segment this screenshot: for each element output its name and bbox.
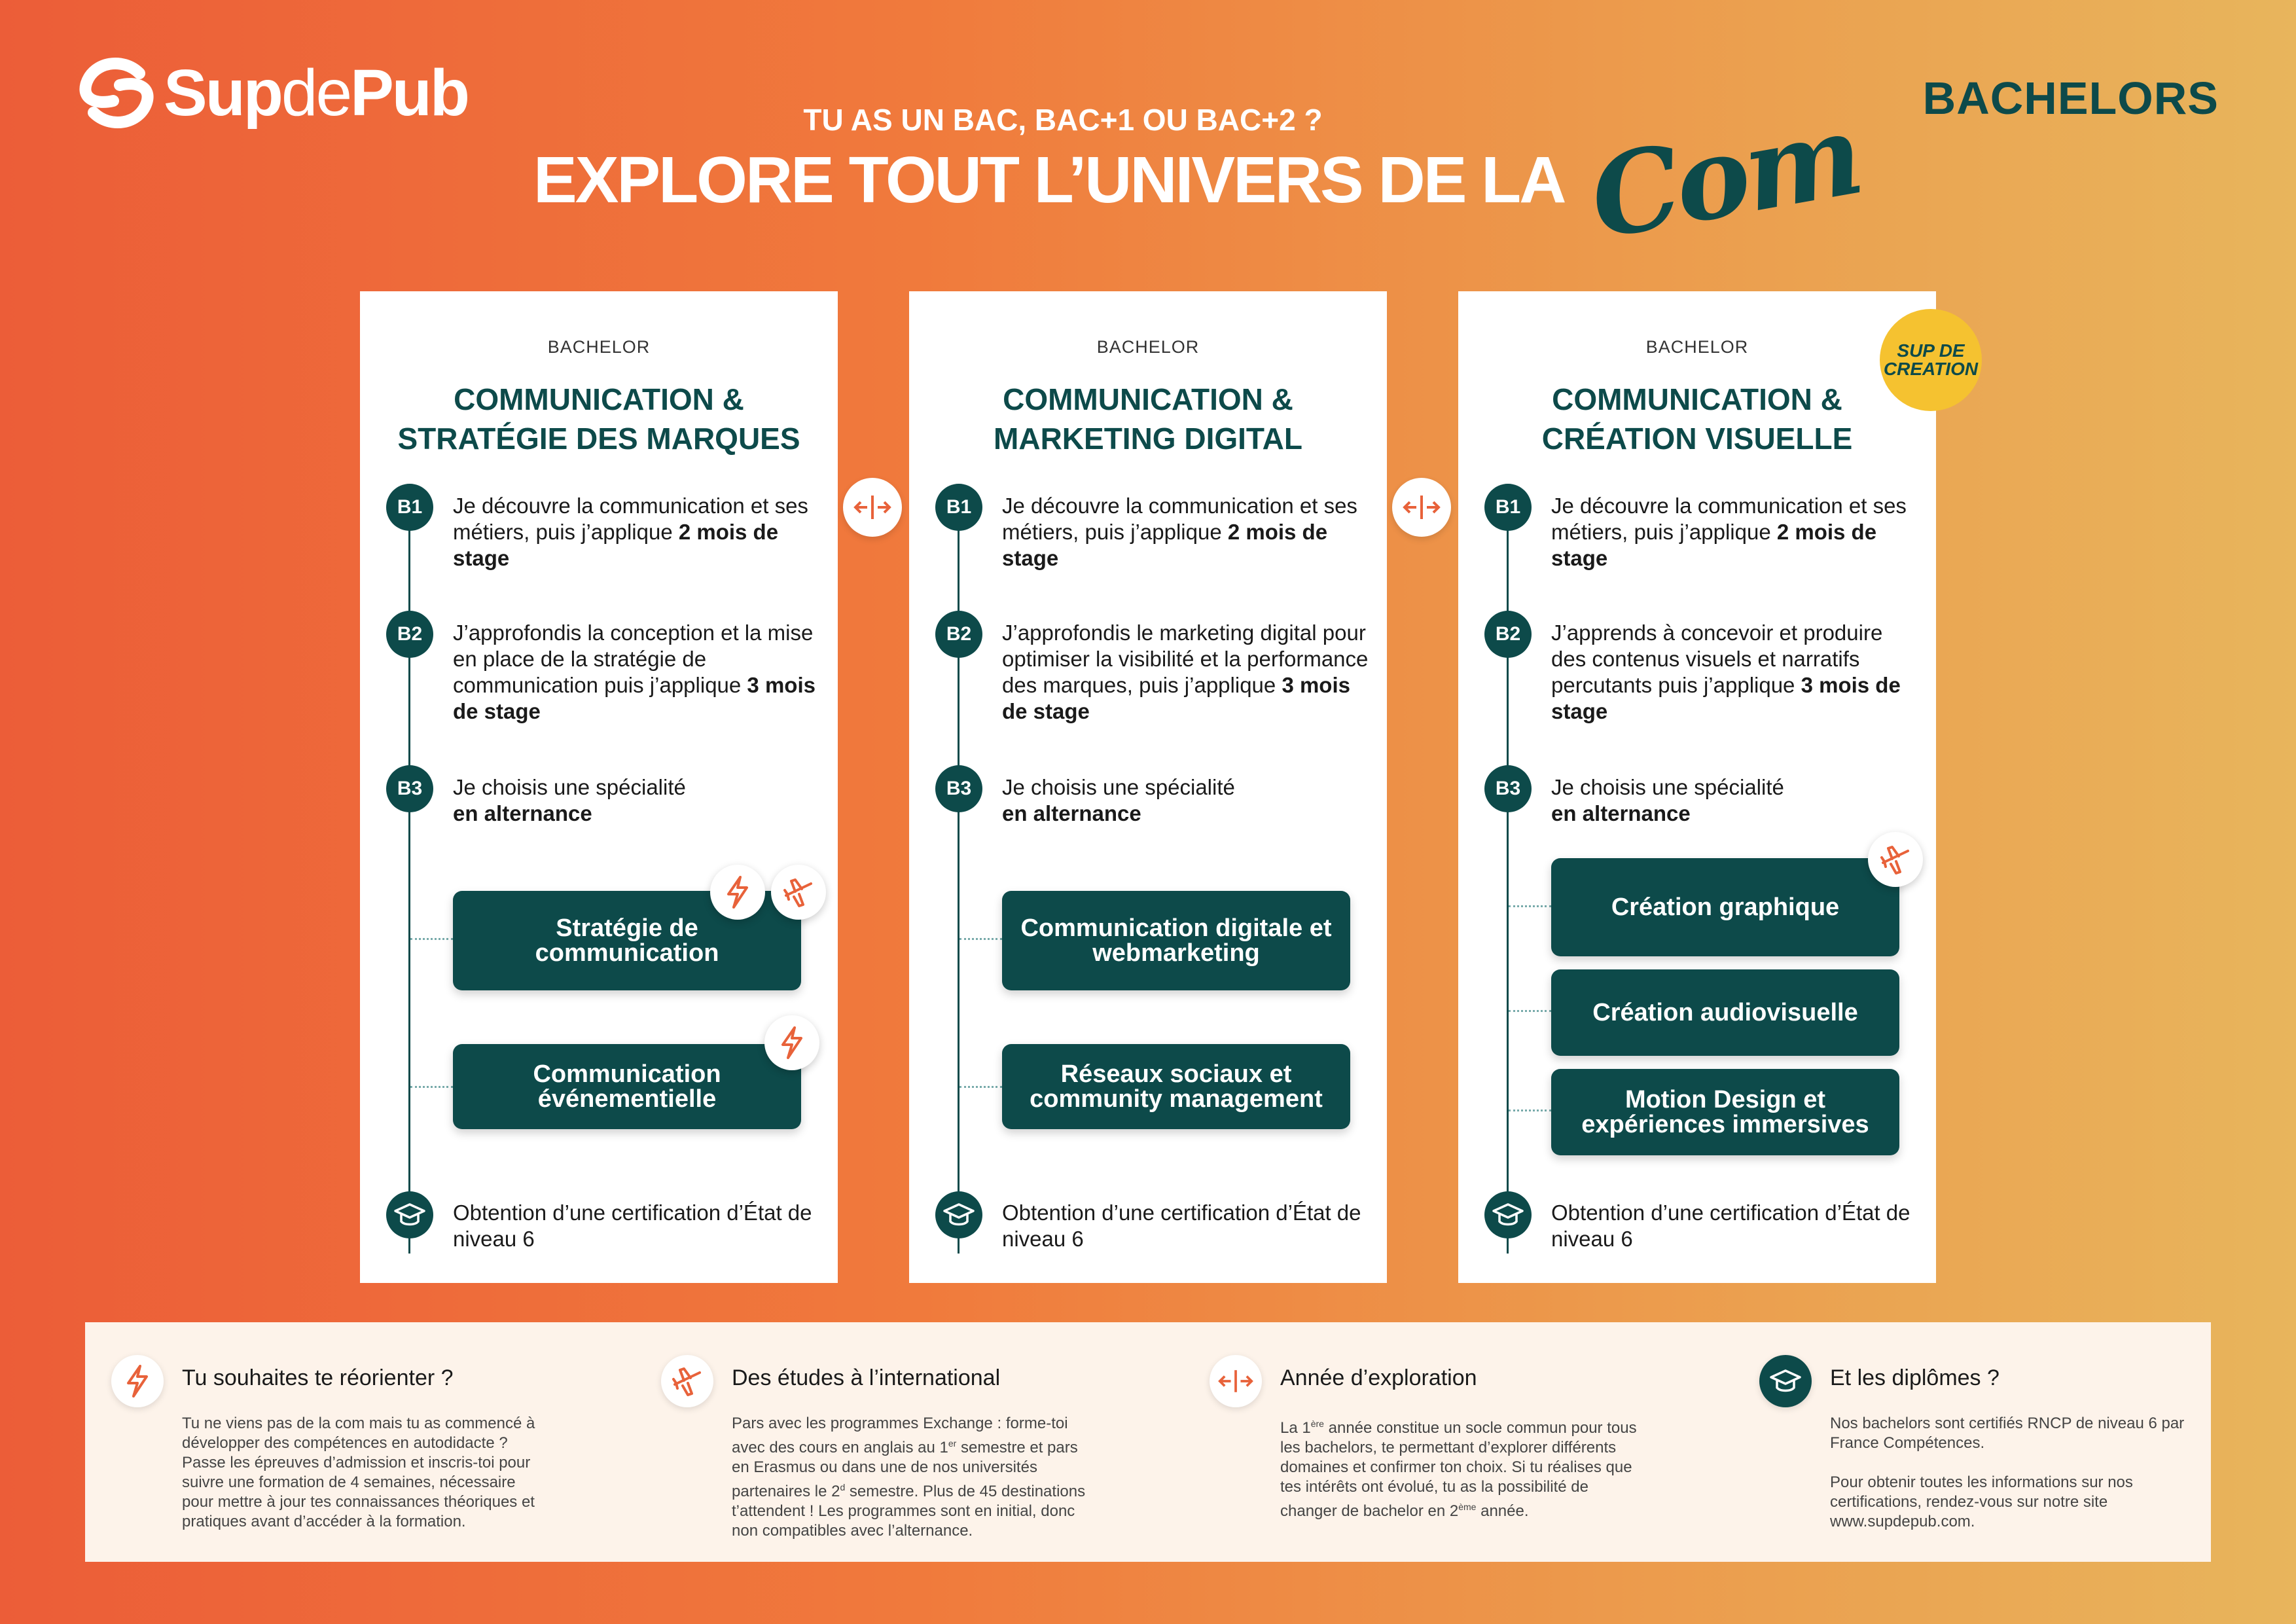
- step-b3-text: Je choisis une spécialité en alternance: [1002, 775, 1235, 825]
- spec-motion-design: Motion Design et expériences immersives: [1551, 1069, 1899, 1155]
- step-b2-text: J’approfondis la conception et la mise en place de la stratégie de communication puis j’applique 3 mois de stage: [453, 621, 816, 723]
- card-kicker: BACHELOR: [547, 337, 651, 357]
- arrows-exploration-icon: [1217, 1368, 1254, 1394]
- bachelor-card-strategie: [360, 291, 838, 1283]
- arrows-exploration-icon: [1402, 494, 1441, 520]
- headline-script: Com: [1581, 88, 1869, 265]
- card-kicker: BACHELOR: [1096, 337, 1200, 357]
- step-b2-text: J’apprends à concevoir et produire des contenus visuels et narratifs percutants puis j’applique 3 mois de stage: [1551, 621, 1901, 723]
- spec-reseaux-sociaux: Réseaux sociaux et community management: [1002, 1044, 1350, 1129]
- airplane-icon: [671, 1365, 704, 1398]
- step-badge-b2: B2: [935, 611, 982, 658]
- card-title: COMMUNICATION & MARKETING DIGITAL: [994, 382, 1302, 456]
- headline: EXPLORE TOUT L’UNIVERS DE LA: [533, 143, 1565, 217]
- info-title: Des études à l’international: [732, 1365, 1001, 1390]
- spec-communication-evenementielle: Communication événementielle: [453, 1044, 801, 1129]
- certification-text: Obtention d’une certification d’État de niveau 6: [1551, 1200, 1910, 1251]
- airplane-icon: [782, 876, 815, 909]
- spec-connector: [1509, 905, 1551, 907]
- info-icon: [1210, 1355, 1262, 1407]
- step-badge-b1: B1: [386, 484, 433, 531]
- spec-connector: [1509, 1010, 1551, 1012]
- info-title: Tu souhaites te réorienter ?: [182, 1365, 454, 1390]
- certification-badge: [1484, 1191, 1532, 1238]
- card-title: COMMUNICATION & CRÉATION VISUELLE: [1541, 382, 1853, 456]
- spec-strategie-communication: Stratégie de communication: [453, 891, 801, 990]
- info-icon: [1759, 1355, 1812, 1407]
- step-b1-text: Je découvre la communication et ses métiers, puis j’applique 2 mois de stage: [1551, 494, 1907, 570]
- info-title: Année d’exploration: [1280, 1365, 1477, 1390]
- certification-text: Obtention d’une certification d’État de niveau 6: [1002, 1200, 1361, 1251]
- spec-creation-audiovisuelle: Création audiovisuelle: [1551, 969, 1899, 1056]
- graduation-cap-icon: [393, 1202, 427, 1228]
- subtitle: TU AS UN BAC, BAC+1 OU BAC+2 ?: [803, 103, 1323, 137]
- info-panel: [85, 1322, 2211, 1562]
- card-title: COMMUNICATION & STRATÉGIE DES MARQUES: [397, 382, 800, 456]
- international-marker: [1868, 832, 1923, 887]
- step-badge-b2: B2: [386, 611, 433, 658]
- lightning-icon: [124, 1365, 151, 1398]
- logo-wordmark: SupdePub: [164, 56, 468, 130]
- info-body: La 1ère année constitue un socle commun pour tous les bachelors, te permettant d’explorer différents domaines et confirmer ton choix. Si tu réalises que tes intérêts ont évolué, tu as la possibilité de changer de bachelor en 2ème année.: [1280, 1418, 1637, 1520]
- bachelor-card-marketing: [909, 291, 1387, 1283]
- arrows-exploration-icon: [853, 494, 892, 520]
- spec-creation-graphique: Création graphique: [1551, 858, 1899, 956]
- spec-connector: [410, 1086, 453, 1088]
- info-icon: [111, 1355, 164, 1407]
- certification-text: Obtention d’une certification d’État de niveau 6: [453, 1200, 812, 1251]
- step-b2-text: J’approfondis le marketing digital pour optimiser la visibilité et la performance des marques, puis j’applique 3 mois de stage: [1002, 621, 1369, 723]
- exploration-connector-1: [843, 478, 902, 537]
- graduation-cap-icon: [942, 1202, 976, 1228]
- spec-connector: [410, 938, 453, 940]
- lightning-icon: [725, 876, 751, 909]
- certification-badge: [935, 1191, 982, 1238]
- airplane-icon: [1879, 843, 1912, 876]
- card-kicker: BACHELOR: [1645, 337, 1749, 357]
- step-badge-b3: B3: [1484, 765, 1532, 812]
- step-b1-text: Je découvre la communication et ses métiers, puis j’applique 2 mois de stage: [453, 494, 808, 570]
- spec-communication-digitale: Communication digitale et webmarketing: [1002, 891, 1350, 990]
- page-tag: BACHELORS: [1922, 73, 2219, 124]
- step-b3-text: Je choisis une spécialité en alternance: [1551, 775, 1784, 825]
- step-badge-b3: B3: [935, 765, 982, 812]
- step-badge-b3: B3: [386, 765, 433, 812]
- info-body: Tu ne viens pas de la com mais tu as commencé à développer des compétences en autodidacte ? Passe les épreuves d’admission et inscris-toi pour suivre une formation de 4 semaines, nécessaire pour mettre à jour tes connaissances théoriques et pratiques avant d’accéder à la formation.: [182, 1415, 535, 1530]
- step-badge-b1: B1: [935, 484, 982, 531]
- reorientation-marker: [764, 1015, 819, 1070]
- step-b1-text: Je découvre la communication et ses métiers, puis j’applique 2 mois de stage: [1002, 494, 1357, 570]
- spec-connector: [960, 938, 1002, 940]
- lightning-icon: [779, 1026, 805, 1059]
- certification-badge: [386, 1191, 433, 1238]
- info-body: Nos bachelors sont certifiés RNCP de niveau 6 par France Compétences. Pour obtenir toutes les informations sur nos certifications, rendez-vous sur notre site www.supdepub.com.: [1830, 1415, 2185, 1530]
- spec-connector: [1509, 1110, 1551, 1111]
- reorientation-marker: [710, 865, 765, 920]
- supdecreation-badge: SUP DE CREATION: [1880, 309, 1982, 411]
- bachelor-card-creation: [1458, 291, 1936, 1283]
- info-title: Et les diplômes ?: [1830, 1365, 2000, 1390]
- exploration-connector-2: [1392, 478, 1451, 537]
- graduation-cap-icon: [1491, 1202, 1525, 1228]
- step-badge-b2: B2: [1484, 611, 1532, 658]
- graduation-cap-icon: [1768, 1368, 1803, 1394]
- info-body: Pars avec les programmes Exchange : forme-toi avec des cours en anglais au 1er semestre et pars en Erasmus ou dans une de nos universités partenaires le 2$^d$ semestre. Plus de 45 destinations t’attendent ! Les programmes sont en initial, donc non compatibles avec l’alternance.: [732, 1415, 1086, 1540]
- spec-connector: [960, 1086, 1002, 1088]
- international-marker: [771, 865, 826, 920]
- info-icon: [661, 1355, 713, 1407]
- step-badge-b1: B1: [1484, 484, 1532, 531]
- step-b3-text: Je choisis une spécialité en alternance: [453, 775, 686, 825]
